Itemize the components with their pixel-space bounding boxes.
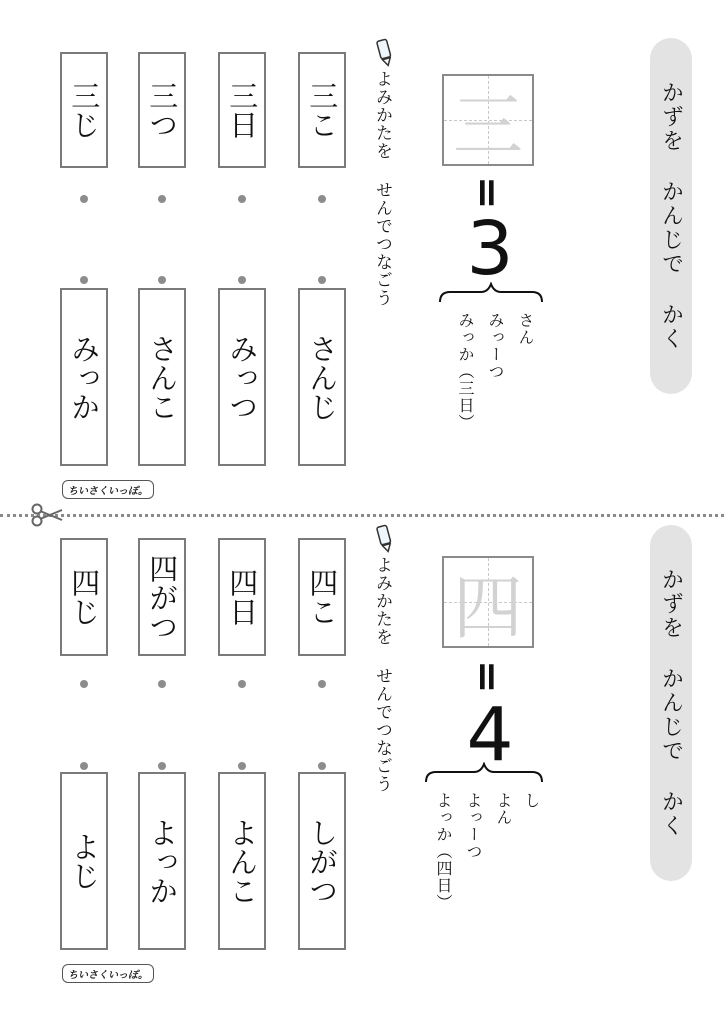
kanji-card[interactable]: 三日 bbox=[218, 52, 266, 168]
connect-dot[interactable] bbox=[318, 680, 326, 688]
connect-dot[interactable] bbox=[238, 195, 246, 203]
reading-card[interactable]: よんこ bbox=[218, 772, 266, 950]
connect-dot[interactable] bbox=[318, 195, 326, 203]
kanji-card[interactable]: 三じ bbox=[60, 52, 108, 168]
section-title: かずを かんじで かく bbox=[658, 568, 684, 838]
section-title: かずを かんじで かく bbox=[658, 81, 684, 351]
reading-3: みっか（三日） bbox=[456, 312, 475, 431]
brace bbox=[436, 282, 546, 306]
reading-1: し bbox=[522, 792, 541, 809]
cut-line bbox=[0, 514, 724, 517]
reading-card[interactable]: しがつ bbox=[298, 772, 346, 950]
reading-2: よん bbox=[494, 792, 513, 826]
reading-card[interactable]: みっつ bbox=[218, 288, 266, 466]
kanji-card[interactable]: 四日 bbox=[218, 538, 266, 656]
connect-dot[interactable] bbox=[80, 195, 88, 203]
kanji-card[interactable]: 四がつ bbox=[138, 538, 186, 656]
connect-dot[interactable] bbox=[158, 680, 166, 688]
connect-dot[interactable] bbox=[80, 680, 88, 688]
kanji-card[interactable]: 三つ bbox=[138, 52, 186, 168]
reading-card[interactable]: さんじ bbox=[298, 288, 346, 466]
reading-card[interactable]: よっか bbox=[138, 772, 186, 950]
reading-card[interactable]: みっか bbox=[60, 288, 108, 466]
pencil-icon bbox=[372, 38, 396, 68]
brand-logo: ちいさくいっぽ。 bbox=[62, 480, 154, 499]
reading-4: よっか（四日） bbox=[434, 792, 453, 911]
reading-card[interactable]: さんこ bbox=[138, 288, 186, 466]
numeral: 4 bbox=[466, 692, 514, 778]
equals-sign: = bbox=[464, 660, 510, 694]
connect-dot[interactable] bbox=[318, 276, 326, 284]
pencil-icon bbox=[372, 524, 396, 554]
section-title-pill bbox=[650, 525, 692, 881]
connect-dot[interactable] bbox=[80, 276, 88, 284]
connect-dot[interactable] bbox=[238, 276, 246, 284]
reading-3: よっーつ bbox=[464, 792, 483, 860]
connect-dot[interactable] bbox=[80, 762, 88, 770]
reading-2: みっーつ bbox=[486, 312, 505, 380]
kanji-card[interactable]: 四じ bbox=[60, 538, 108, 656]
reading-1: さん bbox=[516, 312, 535, 346]
connect-dot[interactable] bbox=[158, 276, 166, 284]
kanji-card[interactable]: 三こ bbox=[298, 52, 346, 168]
kanji-trace-character: 四 bbox=[453, 566, 523, 649]
reading-card[interactable]: よじ bbox=[60, 772, 108, 950]
kanji-practice-box bbox=[442, 74, 534, 166]
instruction: よみかたを せんでつなごう bbox=[372, 70, 392, 307]
brace bbox=[422, 762, 546, 786]
kanji-trace-character: 三 bbox=[453, 84, 523, 167]
connect-dot[interactable] bbox=[238, 680, 246, 688]
kanji-practice-box bbox=[442, 556, 534, 648]
instruction: よみかたを せんでつなごう bbox=[372, 556, 392, 793]
connect-dot[interactable] bbox=[158, 762, 166, 770]
equals-sign: = bbox=[464, 176, 510, 210]
connect-dot[interactable] bbox=[158, 195, 166, 203]
connect-dot[interactable] bbox=[318, 762, 326, 770]
numeral: 3 bbox=[466, 206, 514, 292]
scissors-icon bbox=[30, 503, 64, 527]
connect-dot[interactable] bbox=[238, 762, 246, 770]
brand-logo: ちいさくいっぽ。 bbox=[62, 964, 154, 983]
kanji-card[interactable]: 四こ bbox=[298, 538, 346, 656]
section-title-pill bbox=[650, 38, 692, 394]
